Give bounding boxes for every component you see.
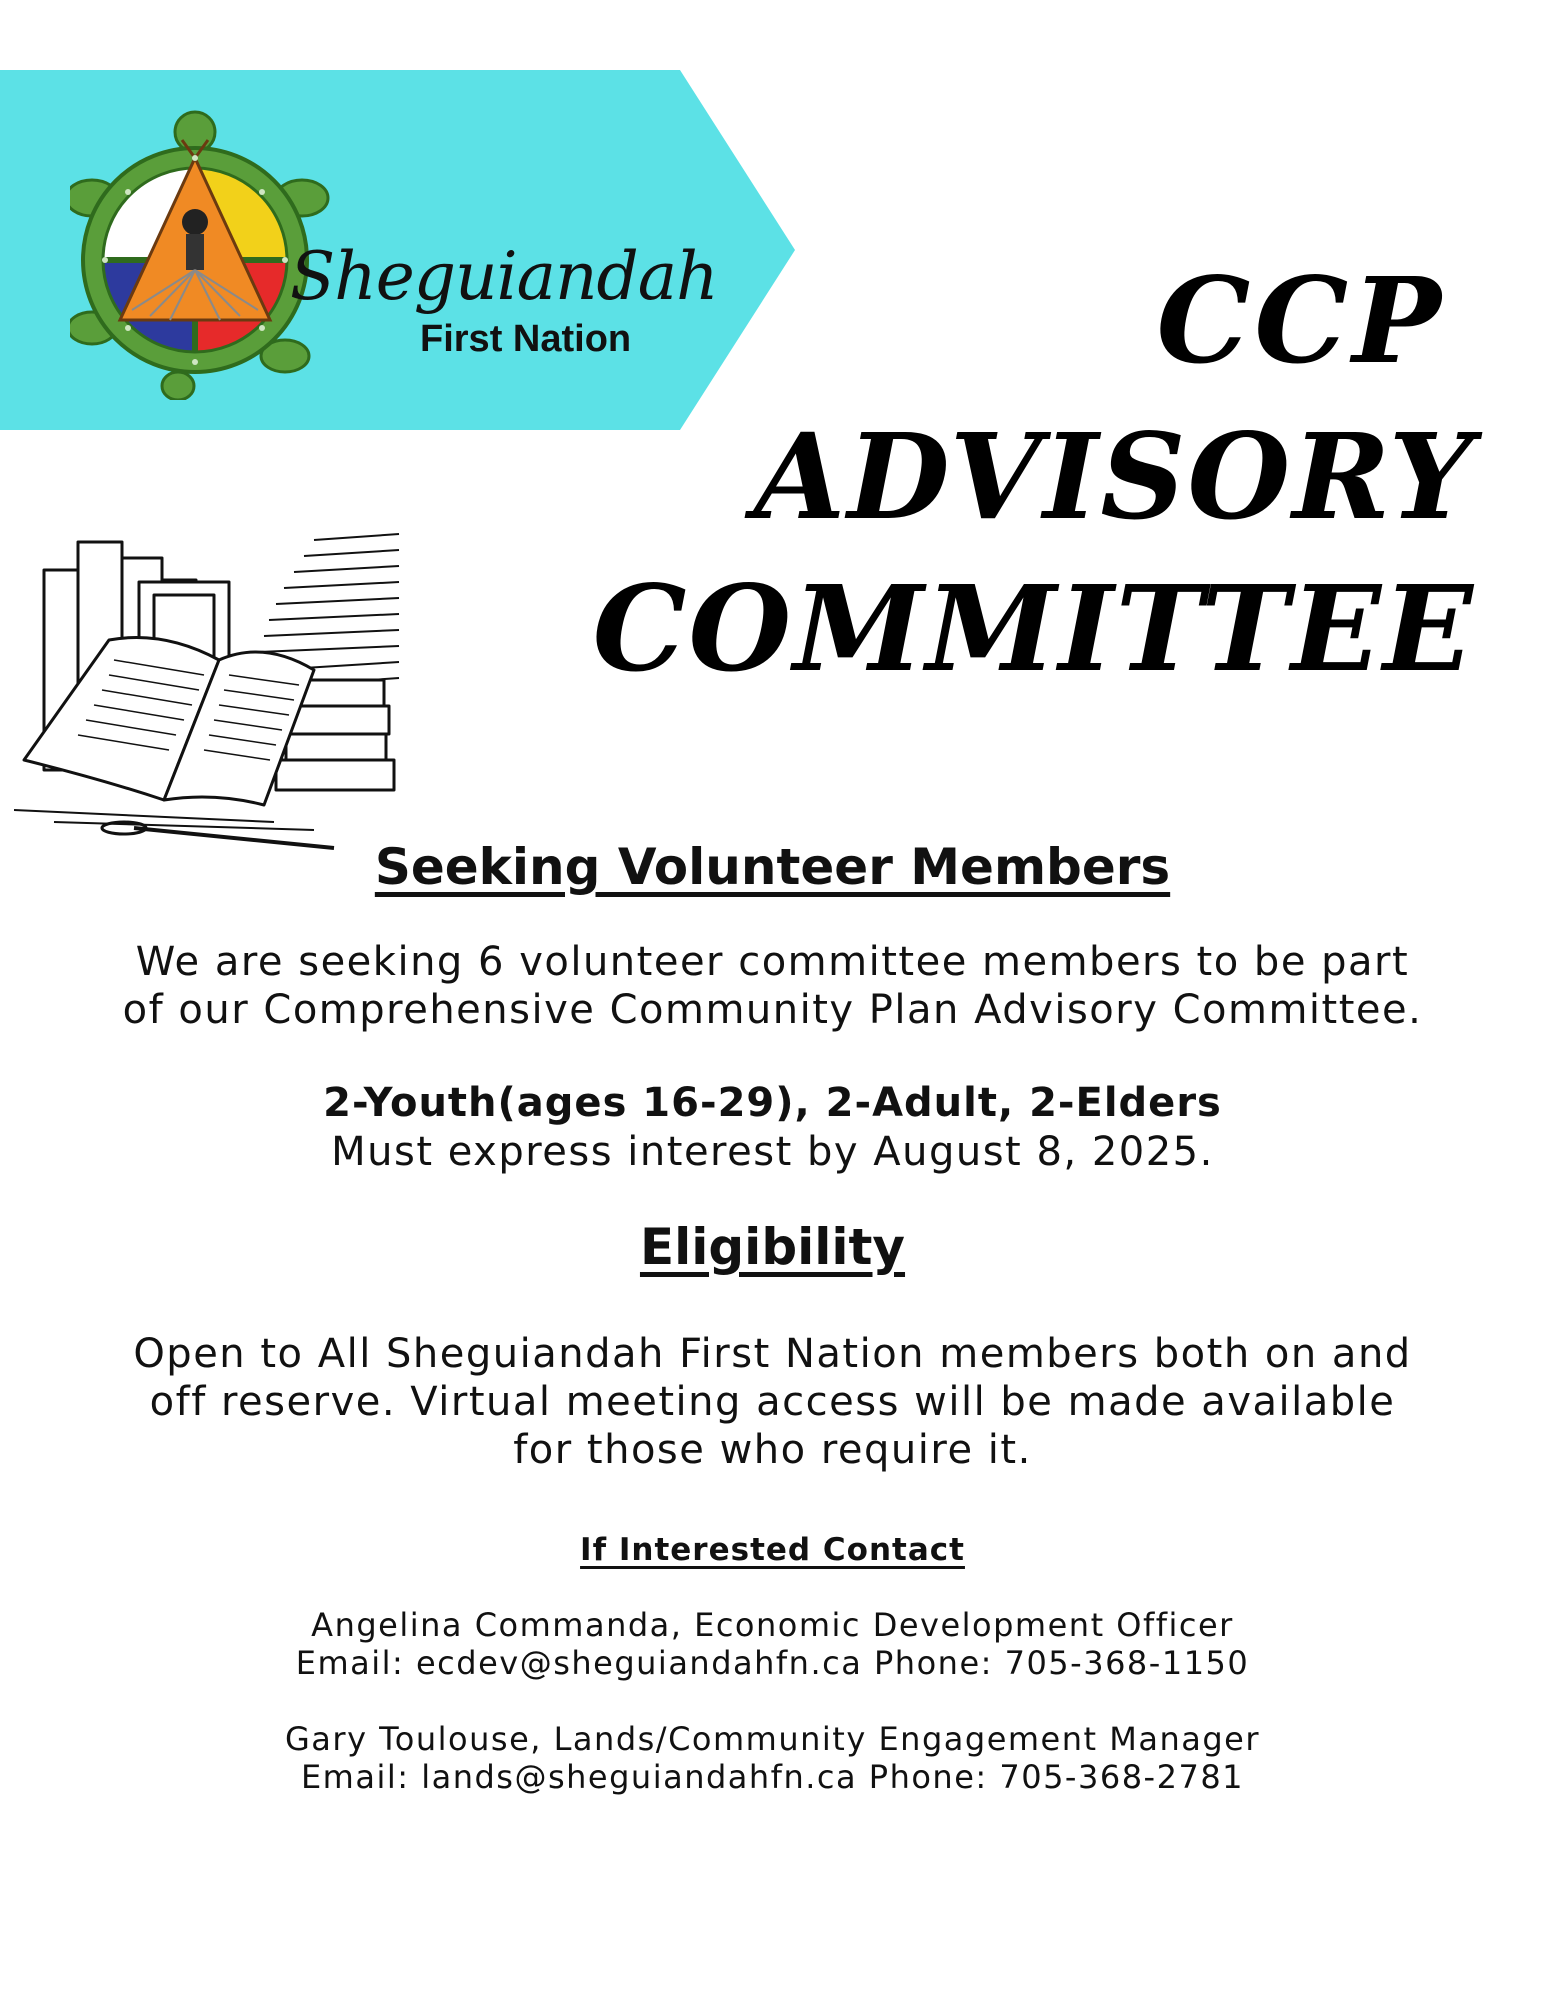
contact-person-2-details: Email: lands@sheguiandahfn.ca Phone: 705-368-2781 [300,1758,1245,1796]
deadline-text: Must express interest by August 8, 2025. [331,1129,1214,1175]
eligibility-line-3: for those who require it. [513,1427,1032,1473]
books-illustration-icon [14,530,404,850]
contact-person-2: Gary Toulouse, Lands/Community Engagement Manager [285,1720,1260,1758]
seeking-line-1: We are seeking 6 volunteer committee members to be part [135,939,1410,985]
title-line-2: ADVISORY [753,407,1475,546]
contact-person-1: Angelina Commanda, Economic Development Officer [311,1606,1234,1644]
member-groups: 2-Youth(ages 16-29), 2-Adult, 2-Elders [323,1080,1222,1126]
seeking-line-2: of our Comprehensive Community Plan Advisory Committee. [122,987,1423,1033]
contact-person-1-details: Email: ecdev@sheguiandahfn.ca Phone: 705-368-1150 [295,1644,1250,1682]
brand-name: Sheguiandah [290,238,718,315]
eligibility-line-1: Open to All Sheguiandah First Nation members both on and [133,1331,1412,1377]
contact-heading: If Interested Contact [580,1532,965,1568]
eligibility-line-2: off reserve. Virtual meeting access will be made available [149,1379,1396,1425]
brand-subtitle: First Nation [420,318,632,360]
seeking-heading: Seeking Volunteer Members [374,838,1171,896]
title-line-1: CCP [1156,251,1445,390]
title-line-3: COMMITTEE [592,559,1475,698]
eligibility-heading: Eligibility [639,1218,906,1276]
